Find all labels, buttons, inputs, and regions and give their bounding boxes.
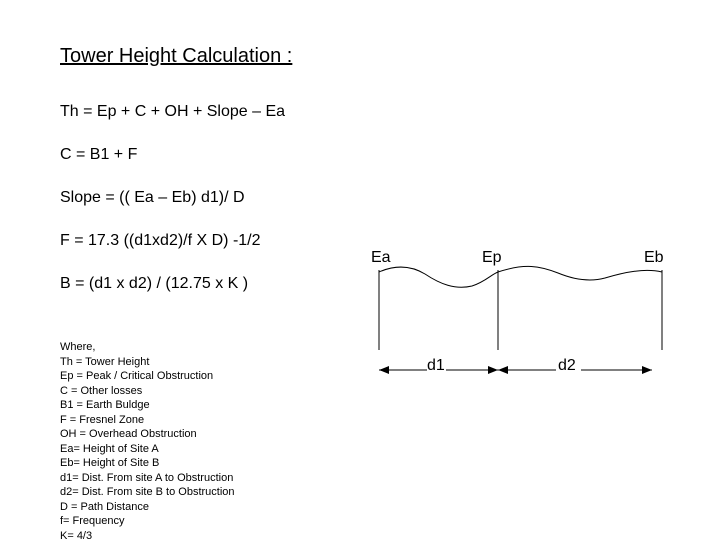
d2-label: d2 [558,357,576,375]
ep-label: Ep [482,249,502,267]
legend-item: K= 4/3 [60,529,235,543]
legend-item: OH = Overhead Obstruction [60,427,235,442]
slope-equation: Slope = (( Ea – Eb) d1)/ D [60,189,245,207]
legend-item: Eb= Height of Site B [60,456,235,471]
legend-item: d2= Dist. From site B to Obstruction [60,485,235,500]
legend-item: F = Fresnel Zone [60,413,235,428]
legend-heading: Where, [60,340,235,355]
c-equation: C = B1 + F [60,146,137,164]
legend-item: Ep = Peak / Critical Obstruction [60,369,235,384]
legend-item: f= Frequency [60,514,235,529]
earth-bulge-equation: B = (d1 x d2) / (12.75 x K ) [60,275,248,293]
arrow-left-icon [379,366,389,374]
arrow-left-icon [498,366,508,374]
legend-item: B1 = Earth Buldge [60,398,235,413]
terrain-profile [379,266,662,287]
legend-item: Ea= Height of Site A [60,442,235,457]
page-title: Tower Height Calculation : [60,45,292,68]
arrow-right-icon [488,366,498,374]
fresnel-equation: F = 17.3 ((d1xd2)/f X D) -1/2 [60,232,261,250]
eb-label: Eb [644,249,664,267]
arrow-right-icon [642,366,652,374]
legend-item: C = Other losses [60,384,235,399]
legend-item: D = Path Distance [60,500,235,515]
ea-label: Ea [371,249,391,267]
d1-label: d1 [427,357,445,375]
tower-height-equation: Th = Ep + C + OH + Slope – Ea [60,103,285,121]
legend-item: Th = Tower Height [60,355,235,370]
legend-item: d1= Dist. From site A to Obstruction [60,471,235,486]
